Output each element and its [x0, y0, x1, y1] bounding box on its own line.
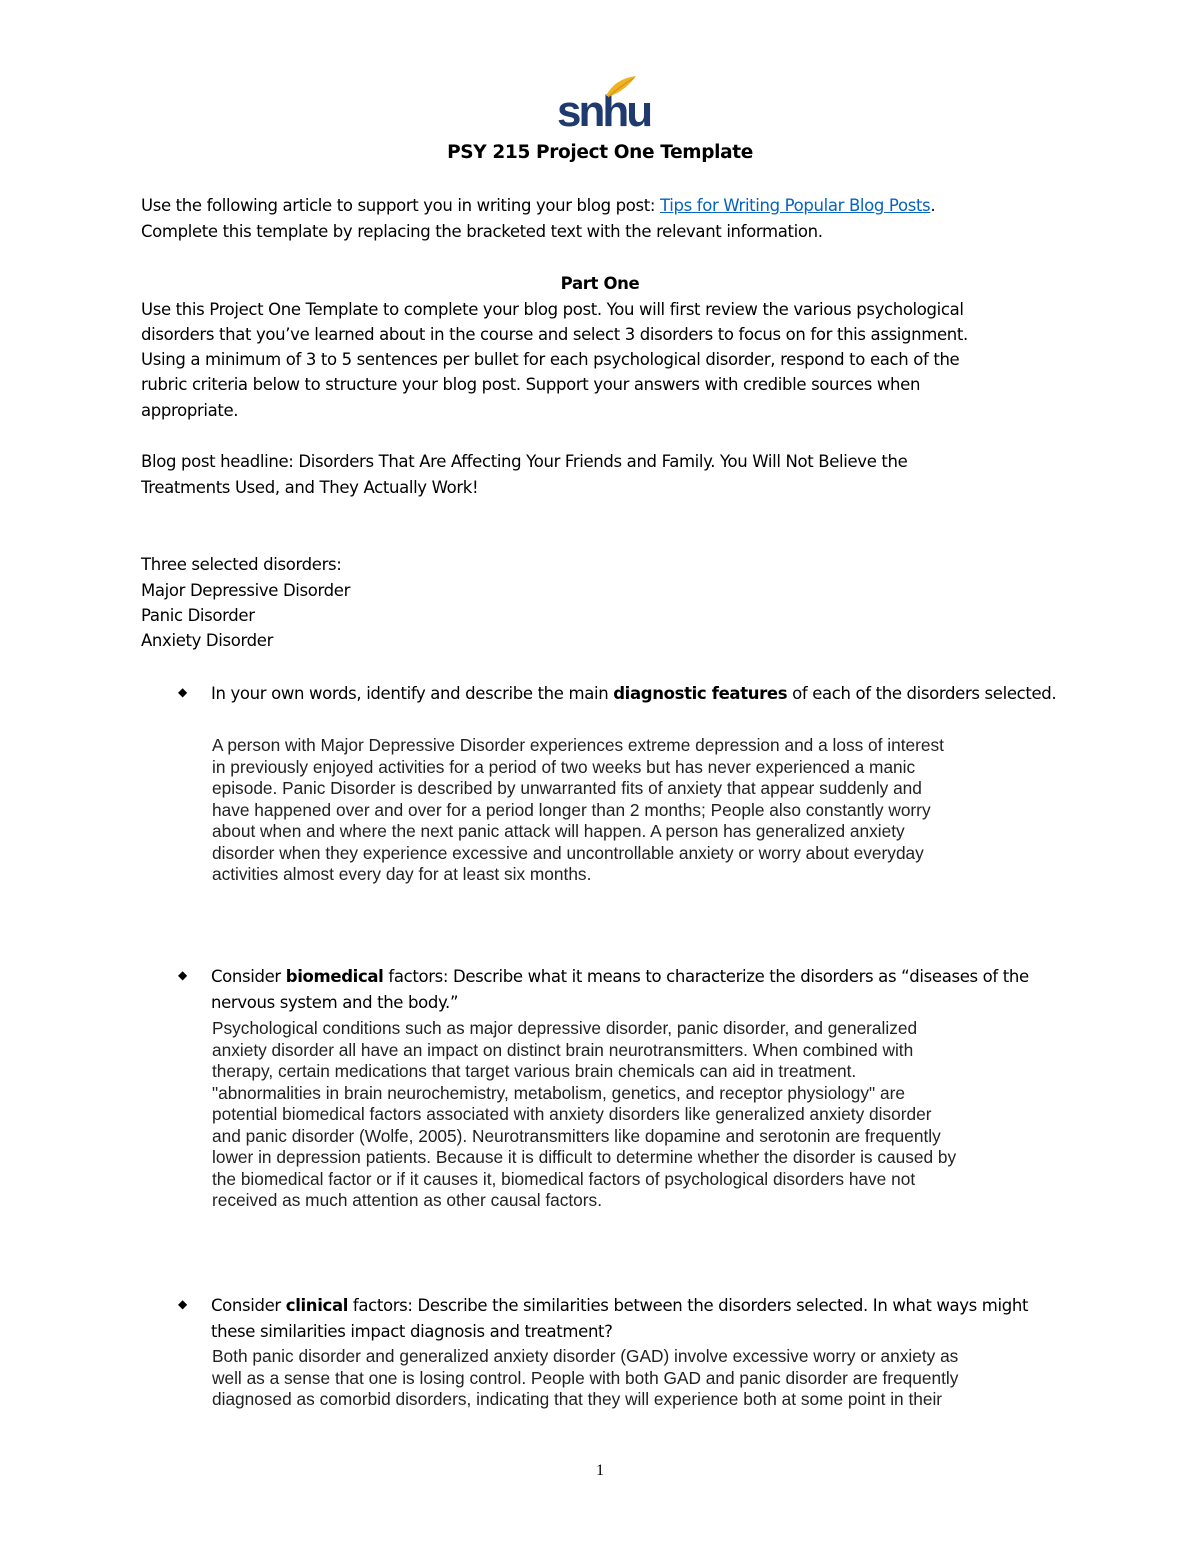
- part-one-text: appropriate.: [141, 401, 239, 420]
- page-number: 1: [596, 1462, 604, 1479]
- part-one-heading: Part One: [560, 274, 640, 293]
- bullet-answer: A person with Major Depressive Disorder experiences extreme depression and a loss of interest in previously enjoyed activities for a period of two weeks but has never experienced a manic episode. Panic Disorder is described by unwarranted fits of anxiety that appear suddenly and have happened over and over for a period longer than 2 months; People also constantly worry about when and where the next panic attack will happen. A person has generalized anxiety disorder when they experience excessive and uncontrollable anxiety or worry about everyday activities almost every day for at least six months.: [212, 735, 944, 884]
- part-one-text: Using a minimum of 3 to 5 sentences per bullet for each psychological disorder, respond to each of the: [141, 350, 960, 369]
- part-one-text: Use this Project One Template to complete your blog post. You will first review the various psychological: [141, 300, 964, 319]
- part-one-text: rubric criteria below to structure your blog post. Support your answers with credible sources when: [141, 375, 921, 394]
- headline-line-2: Treatments Used, and They Actually Work!: [141, 478, 479, 497]
- bullet-question: Consider biomedical factors: Describe what it means to characterize the disorders as “diseases of the nervous system and the body.”: [211, 967, 1029, 1012]
- intro-line-2: Complete this template by replacing the bracketed text with the relevant information.: [141, 222, 823, 241]
- disorder-item: Anxiety Disorder: [141, 631, 274, 650]
- headline-line-1: Blog post headline: Disorders That Are Affecting Your Friends and Family. You Will Not Believe the: [141, 452, 908, 471]
- bullet-icon: ◆: [178, 685, 188, 699]
- intro-line-1: Use the following article to support you in writing your blog post: Tips for Writing Popular Blog Posts.: [141, 196, 936, 215]
- disorder-item: Major Depressive Disorder: [141, 581, 351, 600]
- disorder-item: Panic Disorder: [141, 606, 255, 625]
- bullet-answer: Psychological conditions such as major depressive disorder, panic disorder, and generalized anxiety disorder all have an impact on distinct brain neurotransmitters. When combined with therapy, certain medications that target various brain chemicals can aid in treatment. "abnormalities in brain neurochemistry, metabolism, genetics, and receptor physiology" are potential biomedical factors associated with anxiety disorders like generalized anxiety disorder and panic disorder (Wolfe, 2005). Neurotransmitters like dopamine and serotonin are frequently lower in depression patients. Because it is difficult to determine whether the disorder is caused by the biomedical factor or if it causes it, biomedical factors of psychological disorders have not received as much attention as other causal factors.: [212, 1018, 957, 1210]
- document-title: PSY 215 Project One Template: [447, 142, 753, 163]
- leaf-icon: [604, 74, 638, 100]
- bullet-answer: Both panic disorder and generalized anxiety disorder (GAD) involve excessive worry or anxiety as well as a sense that one is losing control. People with both GAD and panic disorder are frequently diagnosed as comorbid disorders, indicating that they will experience both at some point in their: [212, 1346, 959, 1409]
- logo-wordmark: snhu: [557, 87, 651, 136]
- bullet-icon: ◆: [178, 1297, 188, 1311]
- bullet-question: Consider clinical factors: Describe the similarities between the disorders selected. In what ways might these similarities impact diagnosis and treatment?: [211, 1296, 1029, 1341]
- disorders-label: Three selected disorders:: [141, 555, 342, 574]
- part-one-text: disorders that you’ve learned about in the course and select 3 disorders to focus on for this assignment.: [141, 325, 968, 344]
- bullet-question: In your own words, identify and describe the main diagnostic features of each of the disorders selected.: [211, 684, 1057, 703]
- snhu-logo: [554, 74, 651, 136]
- bullet-icon: ◆: [178, 968, 188, 982]
- article-link[interactable]: Tips for Writing Popular Blog Posts: [660, 196, 931, 215]
